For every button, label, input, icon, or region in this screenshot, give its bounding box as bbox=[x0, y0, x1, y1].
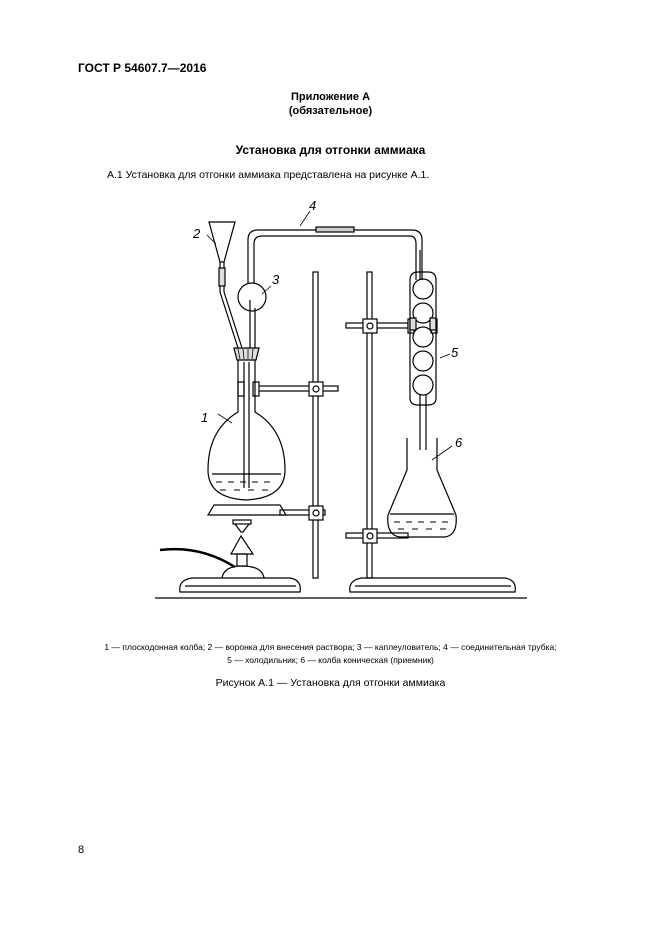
figure-caption: Рисунок А.1 — Установка для отгонки аммиака bbox=[215, 677, 446, 689]
callout-3: 3 bbox=[272, 272, 280, 287]
conical-receiver-flask bbox=[388, 438, 457, 537]
stand-base-right bbox=[350, 578, 516, 592]
paragraph-a1: А.1 Установка для отгонки аммиака представлена на рисунке А.1. bbox=[107, 169, 430, 181]
section-title: Установка для отгонки аммиака bbox=[235, 143, 426, 157]
gas-burner bbox=[160, 520, 264, 578]
standard-designation: ГОСТ Р 54607.7—2016 bbox=[78, 61, 207, 75]
annex-status: (обязательное) bbox=[288, 105, 373, 117]
callout-1: 1 bbox=[201, 410, 209, 425]
stand-rod-left bbox=[313, 272, 318, 578]
callout-2: 2 bbox=[193, 226, 201, 241]
callout-4: 4 bbox=[309, 198, 317, 213]
clamp-flask bbox=[238, 382, 338, 396]
annex-title: Приложение А bbox=[290, 91, 371, 103]
page-number: 8 bbox=[78, 844, 85, 856]
callout-5: 5 bbox=[451, 345, 459, 360]
figure-legend-line-1: 1 — плоскодонная колба; 2 — воронка для внесения раствора; 3 — каплеуловитель; 4 — соединительная трубка; bbox=[104, 642, 557, 652]
ammonia-distillation-apparatus-figure bbox=[150, 195, 530, 605]
callout-6: 6 bbox=[455, 435, 463, 450]
clamp-condenser bbox=[346, 319, 437, 333]
drop-catcher bbox=[238, 227, 422, 348]
bulb-condenser bbox=[410, 250, 436, 450]
hot-plate bbox=[208, 505, 286, 515]
clamp-receiver bbox=[346, 529, 408, 543]
flat-bottom-flask bbox=[208, 348, 285, 500]
addition-funnel bbox=[209, 222, 242, 348]
stand-base-left bbox=[180, 578, 301, 592]
figure-legend-line-2: 5 — холодильник; 6 — колба коническая (приемник) bbox=[227, 655, 434, 665]
clamp-hotplate bbox=[280, 506, 325, 520]
